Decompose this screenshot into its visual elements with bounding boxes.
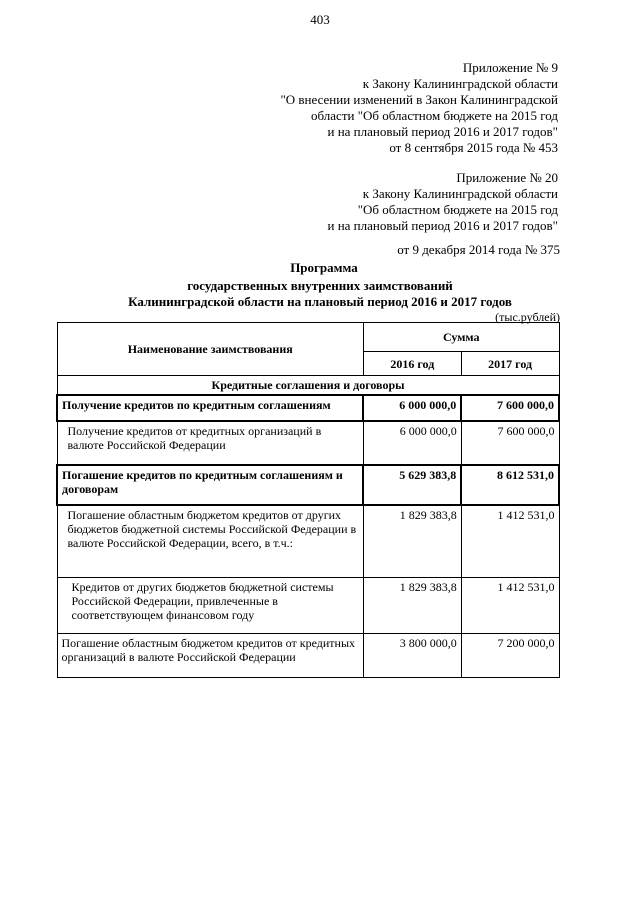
approval-date: от 9 декабря 2014 года № 375 <box>397 242 560 257</box>
table-row <box>57 465 559 505</box>
appendix-9-line: "О внесении изменений в Закон Калининградской <box>280 92 558 107</box>
borrowing-table <box>56 322 560 678</box>
row-value-2016: 1 829 383,8 <box>363 505 461 577</box>
row-name: Кредитов от других бюджетов бюджетной системы Российской Федерации, привлеченные в соответствующем финансовом году <box>57 577 363 633</box>
row-value-2017: 7 600 000,0 <box>461 395 559 421</box>
appendix-9-line: области "Об областном бюджете на 2015 год <box>311 108 558 123</box>
column-header-sum: Сумма <box>363 323 559 352</box>
row-value-2016: 6 000 000,0 <box>363 395 461 421</box>
row-name: Получение кредитов по кредитным соглашениям <box>57 395 363 421</box>
row-name: Погашение областным бюджетом кредитов от других бюджетов бюджетной системы Российской Федерации в валюте Российской Федерации, всего, в т.ч.: <box>57 505 363 577</box>
document-subtitle: государственных внутренних заимствований <box>187 278 453 293</box>
appendix-20-line: "Об областном бюджете на 2015 год <box>357 202 558 217</box>
appendix-9-header <box>280 60 558 156</box>
row-value-2017: 1 412 531,0 <box>461 577 559 633</box>
section-row <box>57 376 559 396</box>
appendix-9-line: от 8 сентября 2015 года № 453 <box>389 140 558 155</box>
column-header-2016: 2016 год <box>363 352 461 376</box>
appendix-9-line: Приложение № 9 <box>462 60 558 75</box>
table-row <box>57 505 559 577</box>
row-value-2017: 1 412 531,0 <box>461 505 559 577</box>
section-title: Кредитные соглашения и договоры <box>57 376 559 396</box>
page-number: 403 <box>310 12 330 27</box>
row-value-2017: 7 600 000,0 <box>461 421 559 465</box>
appendix-20-line: Приложение № 20 <box>456 170 558 185</box>
appendix-20-header <box>327 170 558 234</box>
appendix-9-line: и на плановый период 2016 и 2017 годов" <box>327 124 558 139</box>
document-subtitle-period: Калининградской области на плановый период 2016 и 2017 годов <box>128 294 512 309</box>
table-row <box>57 633 559 677</box>
row-value-2016: 1 829 383,8 <box>363 577 461 633</box>
row-value-2016: 6 000 000,0 <box>363 421 461 465</box>
appendix-20-line: к Закону Калининградской области <box>362 186 558 201</box>
table-row <box>57 577 559 633</box>
row-name: Получение кредитов от кредитных организаций в валюте Российской Федерации <box>57 421 363 465</box>
row-value-2016: 3 800 000,0 <box>363 633 461 677</box>
table-row <box>57 421 559 465</box>
units-label: (тыс.рублей) <box>495 310 560 324</box>
column-header-name: Наименование заимствования <box>57 323 363 376</box>
row-value-2017: 7 200 000,0 <box>461 633 559 677</box>
appendix-9-line: к Закону Калининградской области <box>362 76 558 91</box>
column-header-2017: 2017 год <box>461 352 559 376</box>
row-name: Погашение областным бюджетом кредитов от кредитных организаций в валюте Российской Федерации <box>57 633 363 677</box>
table-row <box>57 395 559 421</box>
appendix-20-line: и на плановый период 2016 и 2017 годов" <box>327 218 558 233</box>
row-value-2016: 5 629 383,8 <box>363 465 461 505</box>
row-name: Погашение кредитов по кредитным соглашениям и договорам <box>57 465 363 505</box>
document-title: Программа <box>290 260 358 275</box>
row-value-2017: 8 612 531,0 <box>461 465 559 505</box>
